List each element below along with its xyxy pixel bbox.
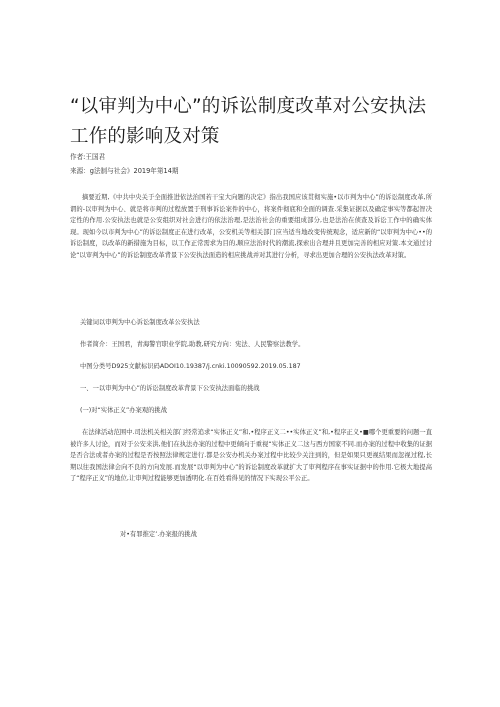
body-paragraph: 在法律活动范围中.司法机关相关部门经常追求“实体正义”和,•程序正义二••实体正义”和,•程序正义•■哪个更重要的问题一直被许多人讨论，而对于公安来洪,他们在执法办案的过程中更倾向于重视“实体正义二这与西方国家不同.而办案的过程中收集的证据是否合法或者办案的过程是否按照法律规定进行.都是公安办机关办案过程中比较少关注到的，但是如果只更视结果而忽视过程,长期以往我国法律会向不良的方向发展.而发展“以审判为中心”的诉讼制度改革就扩大了审判程序在事实证据中的作用.它极大地提高了“程序正义”的地位,让审判过程能够更加透明化.在百姓看得见的情况下实现公平公正。 <box>70 429 432 483</box>
subsection-heading-2: 对•有罪推定’.办案报的挑战 <box>120 531 197 538</box>
classification-line: 中图分类号D925文献标识码ADOI10.19387/j.cnki.10090592.2019.05.187 <box>80 363 301 370</box>
author-line: 作者:王国君 <box>70 153 106 161</box>
source-line: 来源：g法制与社会》2019年第14期 <box>70 167 179 175</box>
abstract-paragraph: 摘要近期,《中共中央关于全面推进依法治国若干宝大向题的决定》指出我国应该贯彻实施•以市判为中心”的诉讼制度改革,所谓的-以审判为中心、就是将市判的过程放置于刑事诉讼案件的中心，将案件彻底和全面的调查.采集证据以及确定事实等都起智决定性的作用.公安执法也就是公安组织对社会进行的依法治理,是法治社会的重要组成部分,也是法治在侦查及诉讼工作中的确实体现。现如今以市判为中心”的诉讼制度正在进行改革，公安机关等相关部门应当适当地改变传统观念，适应新的“以审判为中心••的诉讼制度，以改革的新措施为目标，以工作正常需求为目的,顺应法治时代的潮流,探索出合理并且更加完善的相应对策.本文通过讨论“以审判为中心”的诉讼制度改革背景下公安执法面造的相应挑战并对其进行分析，寻求出更加合理的公安执法改革对策。 <box>70 194 432 259</box>
section-heading: 一、一以审判为中心”的诉讼制度改革背景下公安执法面临的挑战 <box>80 385 260 392</box>
subsection-heading: (一)对“实体正义”办案观的挑战 <box>80 407 168 414</box>
keywords-line: 关键词以审判为中心诉讼制度改革公安执法 <box>80 319 200 326</box>
author-info-line: 作者简介：王国君，青海警官职业学院,助教,研究方向：宪法、人民警察法教学。 <box>80 341 305 348</box>
article-title: “以审判为中心”的诉讼制度改革对公安执法工作的影响及对策 <box>70 96 427 147</box>
